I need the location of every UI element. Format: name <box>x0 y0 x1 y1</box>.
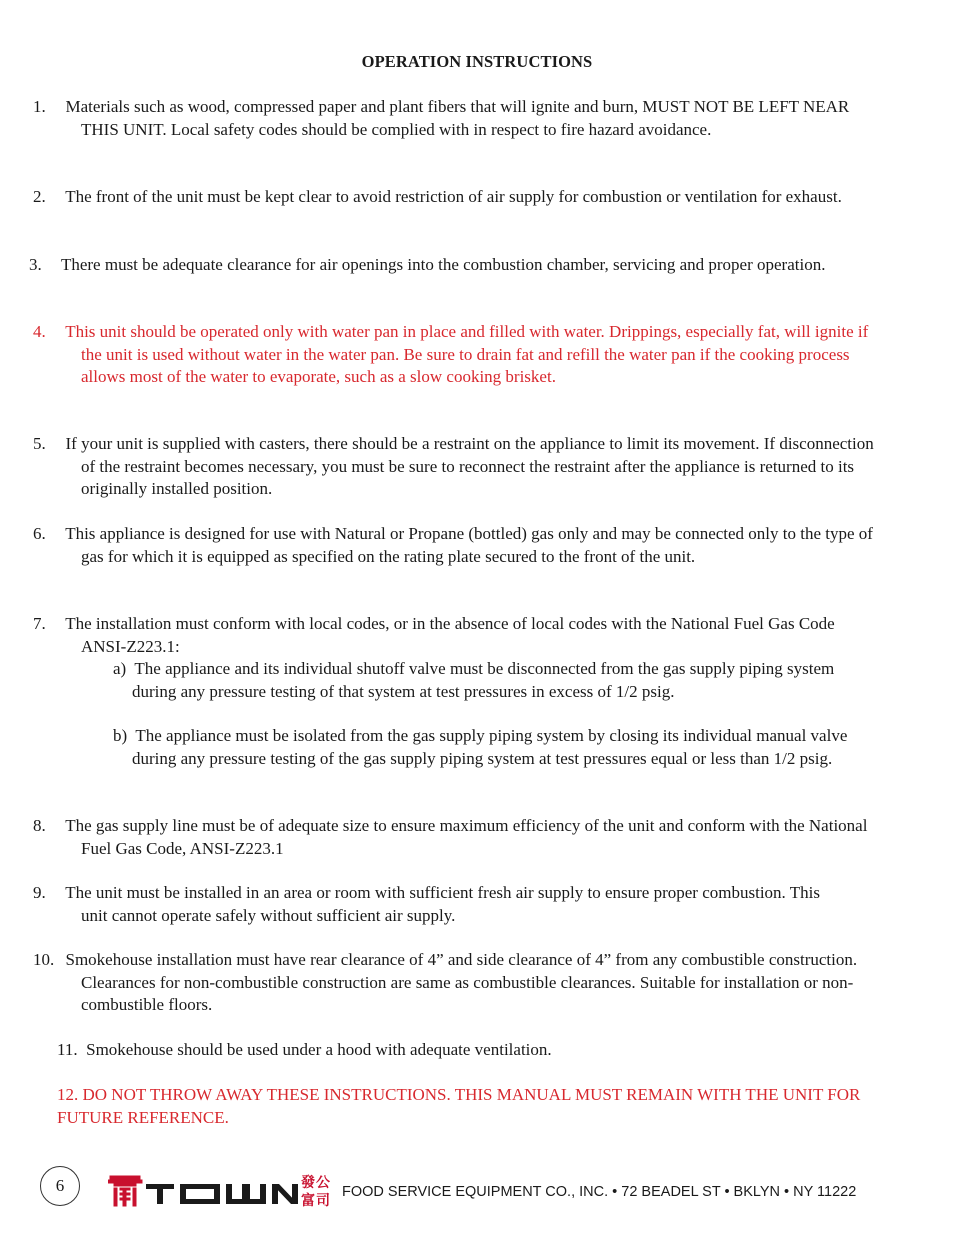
logo-char-4: 司 <box>316 1193 330 1208</box>
company-address: FOOD SERVICE EQUIPMENT CO., INC. • 72 BEADEL ST • BKLYN • NY 11222 <box>342 1184 857 1200</box>
instruction-8: 8. The gas supply line must be of adequate size to ensure maximum efficiency of the unit and conform with the National Fuel Gas Code, ANSI-Z223.1 <box>33 816 868 858</box>
page-title: OPERATION INSTRUCTIONS <box>361 52 593 71</box>
instruction-6: 6. This appliance is designed for use with Natural or Propane (bottled) gas only and may be connected only to the type of gas for which it is equipped as specified on the rating plate secured to the front of the unit. <box>33 524 873 566</box>
instruction-3: 3. There must be adequate clearance for air openings into the combustion chamber, servicing and proper operation. <box>29 255 826 274</box>
instruction-4-warning: 4. This unit should be operated only with water pan in place and filled with water. Drippings, especially fat, will ignite if the unit is used without water in the water pan. Be sure to drain fat and refill the water pan if the cooking process allows most of the water to evaporate, such as a slow cooking brisket. <box>33 322 869 386</box>
instruction-7: 7. The installation must conform with local codes, or in the absence of local codes with the National Fuel Gas Code ANSI-Z223.1: <box>33 614 835 656</box>
town-logo-icon <box>108 1172 330 1208</box>
instruction-7b: b) The appliance must be isolated from the gas supply piping system by closing its individual manual valve during any pressure testing of the gas supply piping system at test pressures equal or less than 1/2 psig. <box>113 726 848 768</box>
logo-char-3: 富 <box>301 1193 315 1208</box>
instruction-7a: a) The appliance and its individual shutoff valve must be disconnected from the gas supply piping system during any pressure testing of that system at test pressures in excess of 1/2 psig. <box>113 659 835 701</box>
instruction-2: 2. The front of the unit must be kept clear to avoid restriction of air supply for combustion or ventilation for exhaust. <box>33 187 842 206</box>
instruction-12-warning: 12. DO NOT THROW AWAY THESE INSTRUCTIONS. THIS MANUAL MUST REMAIN WITH THE UNIT FOR FUTURE REFERENCE. <box>57 1085 861 1127</box>
instruction-1: 1. Materials such as wood, compressed paper and plant fibers that will ignite and burn, MUST NOT BE LEFT NEAR THIS UNIT. Local safety codes should be complied with in respect to fire hazard avoidance. <box>33 97 850 139</box>
instruction-11: 11. Smokehouse should be used under a hood with adequate ventilation. <box>57 1040 552 1059</box>
instruction-9: 9. The unit must be installed in an area or room with sufficient fresh air supply to ensure proper combustion. This unit cannot operate safely without sufficient air supply. <box>33 883 820 925</box>
instruction-5: 5. If your unit is supplied with casters, there should be a restraint on the appliance to limit its movement. If disconnection of the restraint becomes necessary, you must be sure to reconnect the restraint after the appliance is returned to its originally installed position. <box>33 434 874 498</box>
instruction-10: 10. Smokehouse installation must have rear clearance of 4” and side clearance of 4” from any combustible construction. Clearances for non-combustible construction are same as combustible clearances. Suitable for installation or non-combustible floors. <box>33 950 858 1014</box>
logo-char-2: 公 <box>316 1175 330 1191</box>
page-number: 6 <box>40 1166 80 1206</box>
logo-char-1: 發 <box>301 1175 315 1191</box>
